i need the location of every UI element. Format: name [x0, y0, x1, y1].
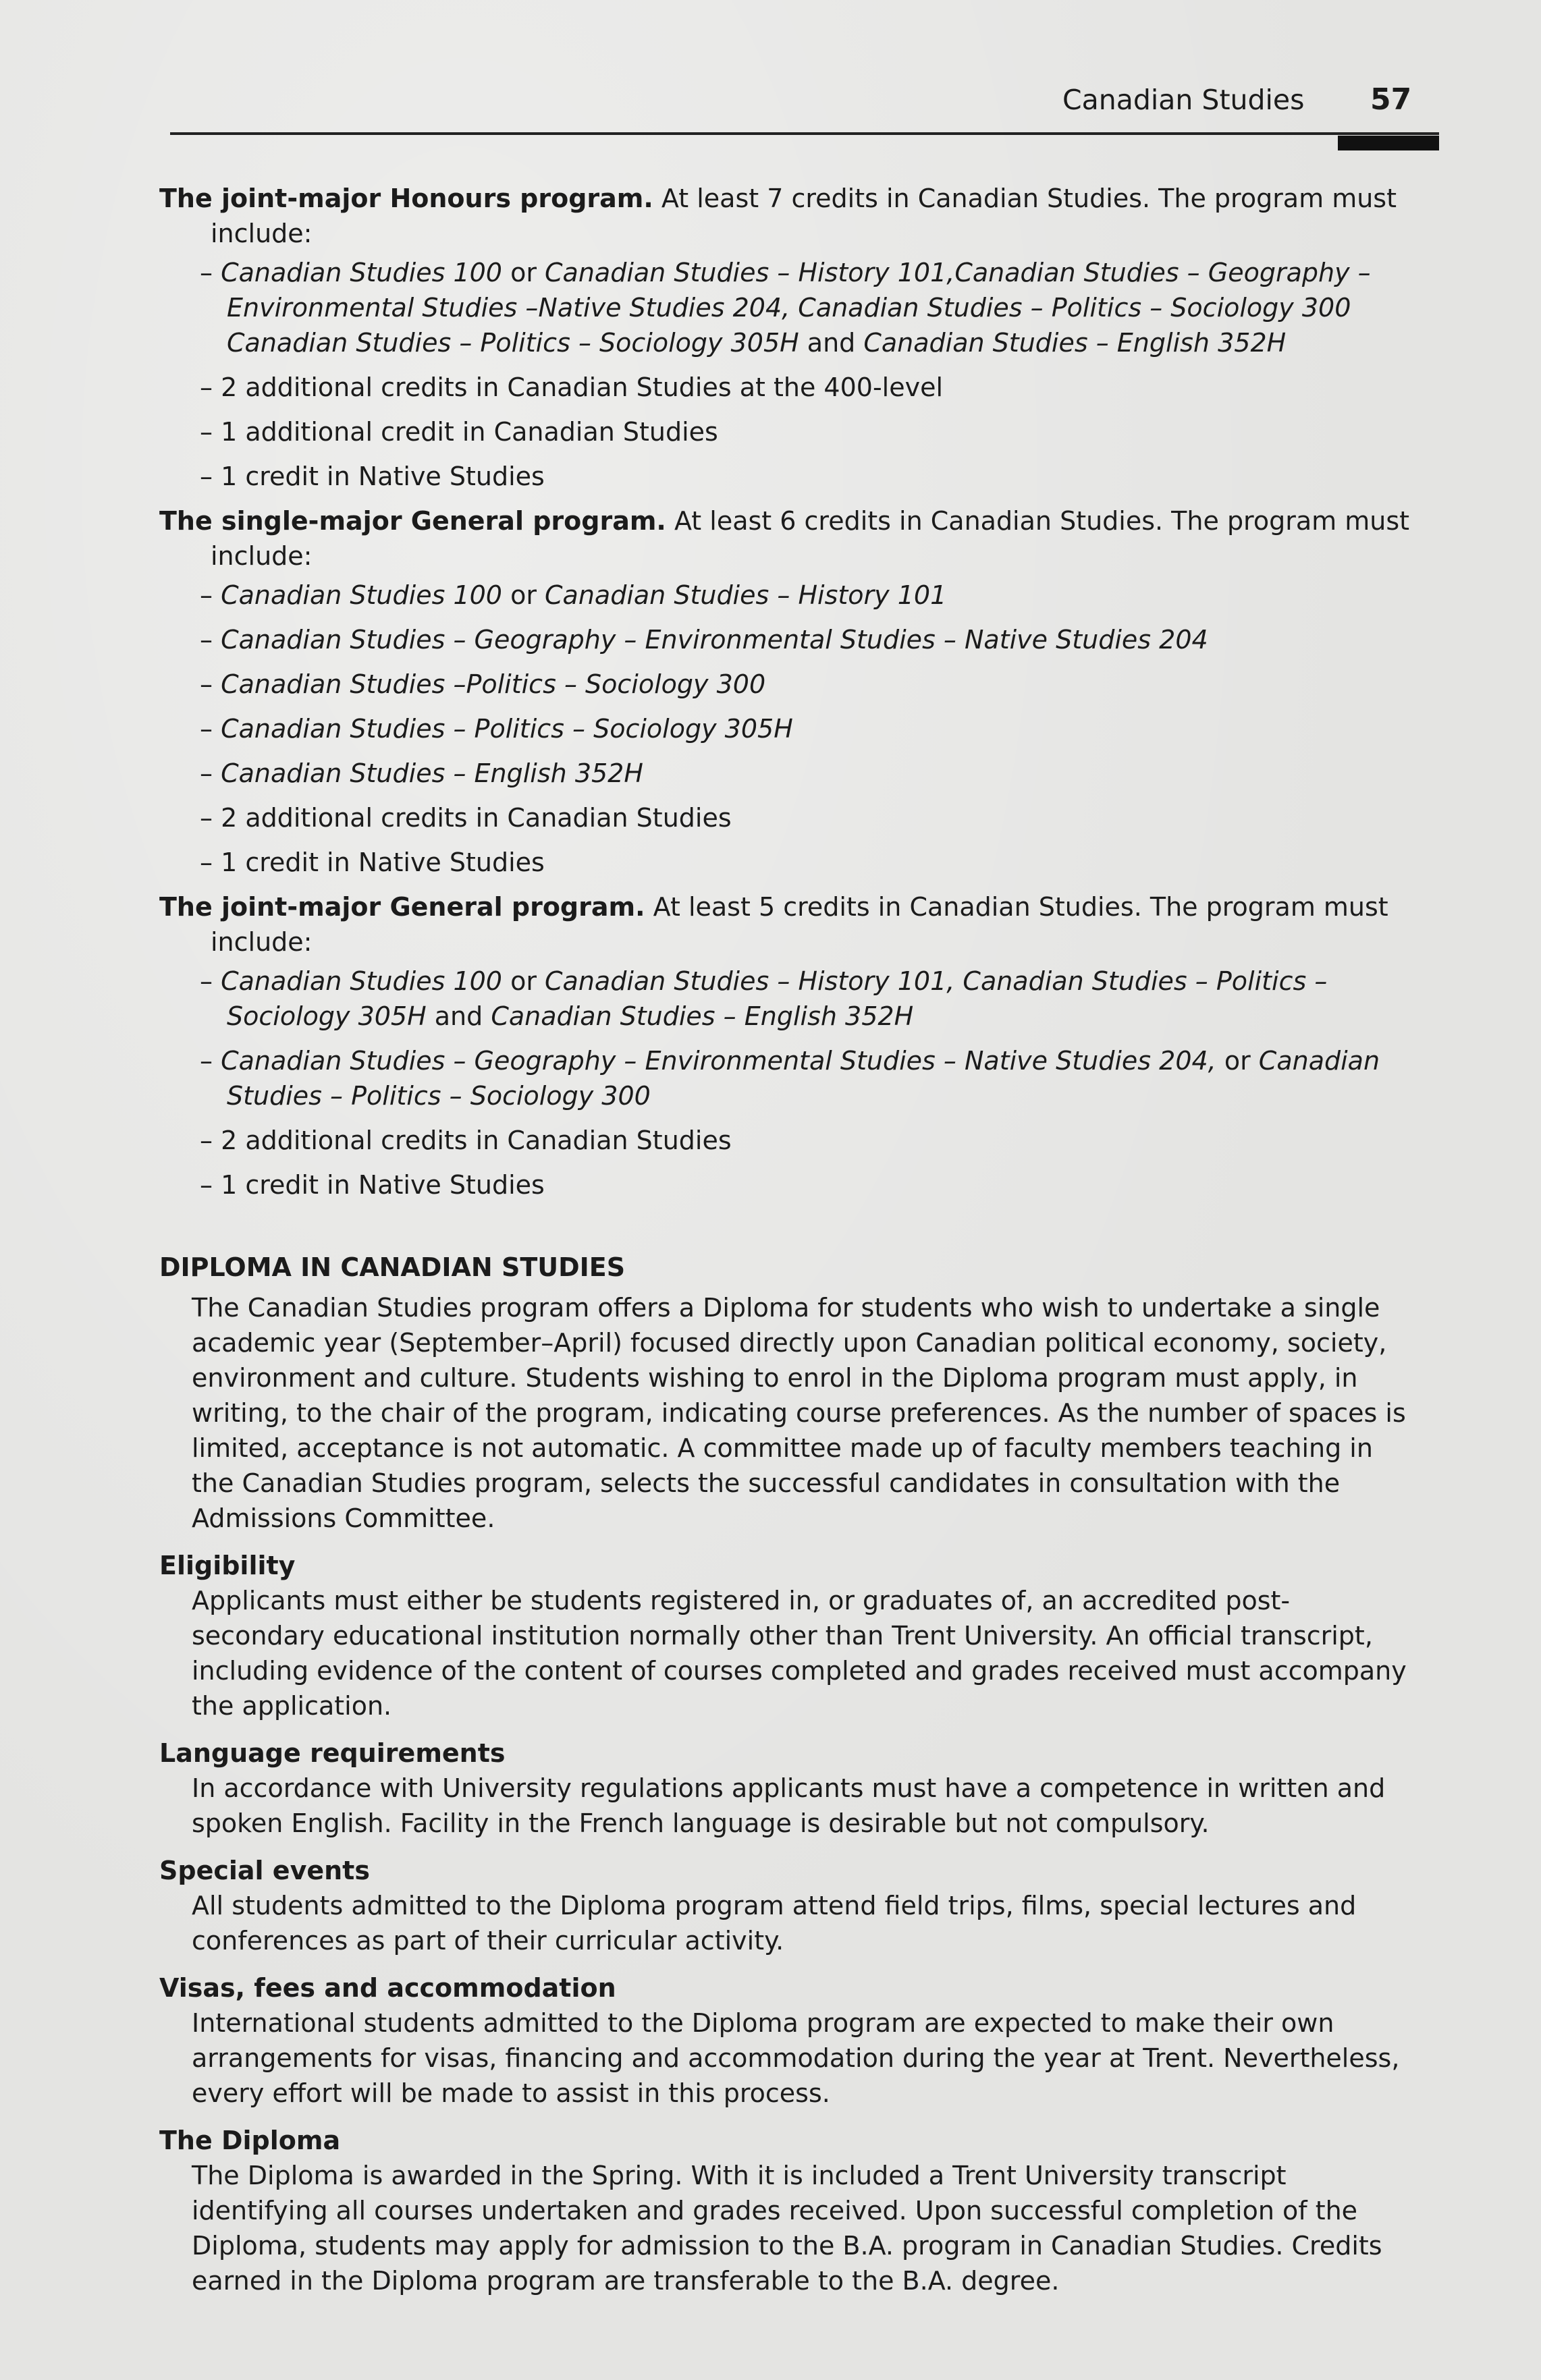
program-name: The joint-major General program. — [159, 892, 645, 922]
requirement-text: or — [502, 580, 545, 610]
subsection-heading: Visas, fees and accommodation — [159, 1973, 616, 2003]
requirement-text: and — [426, 1001, 491, 1031]
requirement-text: – 1 credit in Native Studies — [200, 1170, 545, 1200]
page-number: 57 — [1370, 82, 1412, 117]
requirement-item — [159, 255, 1413, 360]
course-name: Canadian Studies – Politics – Sociology 300 — [227, 1046, 1380, 1111]
subsection-heading: Special events — [159, 1856, 370, 1885]
requirement-text: – 2 additional credits in Canadian Studies at the 400-level — [200, 372, 944, 402]
program-heading — [159, 889, 1413, 960]
header-rule — [170, 132, 1439, 135]
course-name: Canadian Studies – Geography – Environmental Studies – Native Studies 204 — [221, 625, 1208, 655]
course-name: Canadian Studies 100 — [221, 258, 502, 287]
requirement-text: – — [200, 258, 221, 287]
subsection-heading: Language requirements — [159, 1738, 506, 1768]
requirement-list — [159, 578, 1413, 880]
requirement-text: or — [1216, 1046, 1259, 1076]
page-content — [159, 181, 1413, 2306]
course-name: Canadian Studies –Politics – Sociology 300 — [221, 669, 766, 699]
requirement-item — [159, 756, 1413, 791]
program-intro: At least 5 credits in Canadian Studies. The program must include: — [211, 892, 1388, 957]
requirement-text: – 2 additional credits in Canadian Studies — [200, 803, 732, 833]
subsection-text: In accordance with University regulations applicants must have a competence in written and spoken English. Facility in the French language is desirable but not compulsory. — [192, 1773, 1386, 1838]
course-name: Canadian Studies – Politics – Sociology 305H — [221, 714, 793, 744]
requirement-item — [159, 459, 1413, 494]
program-intro: At least 6 credits in Canadian Studies. The program must include: — [211, 506, 1410, 571]
program-general-joint — [159, 889, 1413, 1202]
course-name: Canadian Studies – English 352H — [491, 1001, 914, 1031]
course-name: Canadian Studies – Geography – Environmental Studies – Native Studies 204, — [221, 1046, 1216, 1076]
header-tab-marker — [1338, 136, 1439, 150]
requirement-text: – — [200, 758, 221, 788]
course-name: Canadian Studies 100 — [221, 966, 502, 996]
diploma-intro: The Canadian Studies program offers a Diploma for students who wish to undertake a single academic year (September–April) focused directly upon Canadian political economy, society, environment and culture. Students wishing to enrol in the Diploma program must apply, in writing, to the chair of the program, indicating course preferences. As the number of spaces is limited, acceptance is not automatic. A committee made up of faculty members teaching in the Canadian Studies program, selects the successful candidates in consultation with the Admissions Committee. — [192, 1293, 1406, 1533]
requirement-list — [159, 255, 1413, 494]
running-header-title: Canadian Studies — [1062, 84, 1305, 116]
requirement-text: and — [799, 328, 864, 358]
program-heading — [159, 181, 1413, 251]
requirement-item — [159, 578, 1413, 613]
program-honours-joint — [159, 181, 1413, 494]
program-intro: At least 7 credits in Canadian Studies. The program must include: — [211, 184, 1397, 248]
requirement-item — [159, 667, 1413, 702]
requirement-item — [159, 1043, 1413, 1113]
requirement-text: – — [200, 966, 221, 996]
requirement-text: or — [502, 258, 545, 287]
requirement-text: – — [200, 714, 221, 744]
subsection-heading: Eligibility — [159, 1551, 296, 1580]
requirement-item — [159, 1167, 1413, 1202]
requirement-item — [159, 711, 1413, 746]
course-name: Canadian Studies – English 352H — [221, 758, 643, 788]
program-heading — [159, 503, 1413, 574]
requirement-item — [159, 414, 1413, 449]
requirement-text: – 2 additional credits in Canadian Studies — [200, 1126, 732, 1155]
subsection-text: All students admitted to the Diploma program attend field trips, films, special lectures and conferences as part of their curricular activity. — [192, 1891, 1357, 1956]
subsection-heading: The Diploma — [159, 2126, 341, 2155]
requirement-text: – — [200, 580, 221, 610]
requirement-item — [159, 845, 1413, 880]
requirement-item — [159, 370, 1413, 405]
requirement-item — [159, 622, 1413, 657]
subsection-text: International students admitted to the Diploma program are expected to make their own arrangements for visas, financing and accommodation during the year at Trent. Nevertheless, every effort will be made to assist in this process. — [192, 2008, 1400, 2108]
subsection-text: The Diploma is awarded in the Spring. With it is included a Trent University transcript identifying all courses undertaken and grades received. Upon successful completion of the Diploma, students may apply for admission to the B.A. program in Canadian Studies. Credits earned in the Diploma program are transferable to the B.A. degree. — [192, 2161, 1382, 2296]
requirement-text: – — [200, 669, 221, 699]
diploma-section-title: DIPLOMA IN CANADIAN STUDIES — [159, 1252, 626, 1282]
course-name: Canadian Studies – History 101 — [545, 580, 947, 610]
subsection-text: Applicants must either be students registered in, or graduates of, an accredited post-secondary educational institution normally other than Trent University. An official transcript, including evidence of the content of courses completed and grades received must accompany the application. — [192, 1586, 1407, 1721]
requirement-text: – — [200, 1046, 221, 1076]
requirement-text: – 1 credit in Native Studies — [200, 848, 545, 877]
requirement-item — [159, 800, 1413, 835]
requirement-text: or — [502, 966, 545, 996]
requirement-text: – — [200, 625, 221, 655]
course-name: Canadian Studies – History 101,Canadian Studies – Geography – Environmental Studies –Native Studies 204, Canadian Studies – Politics – Sociology 300 Canadian Studies – Politics – Sociology 305H — [227, 258, 1371, 358]
program-name: The joint-major Honours program. — [159, 184, 653, 213]
course-name: Canadian Studies – History 101, Canadian Studies – Politics – Sociology 305H — [227, 966, 1328, 1031]
program-general-single — [159, 503, 1413, 880]
requirement-text: – 1 credit in Native Studies — [200, 462, 545, 491]
requirement-list — [159, 964, 1413, 1202]
requirement-item — [159, 1123, 1413, 1158]
course-name: Canadian Studies 100 — [221, 580, 502, 610]
course-name: Canadian Studies – English 352H — [863, 328, 1287, 358]
program-name: The single-major General program. — [159, 506, 666, 536]
requirement-item — [159, 964, 1413, 1034]
requirement-text: – 1 additional credit in Canadian Studies — [200, 417, 718, 447]
